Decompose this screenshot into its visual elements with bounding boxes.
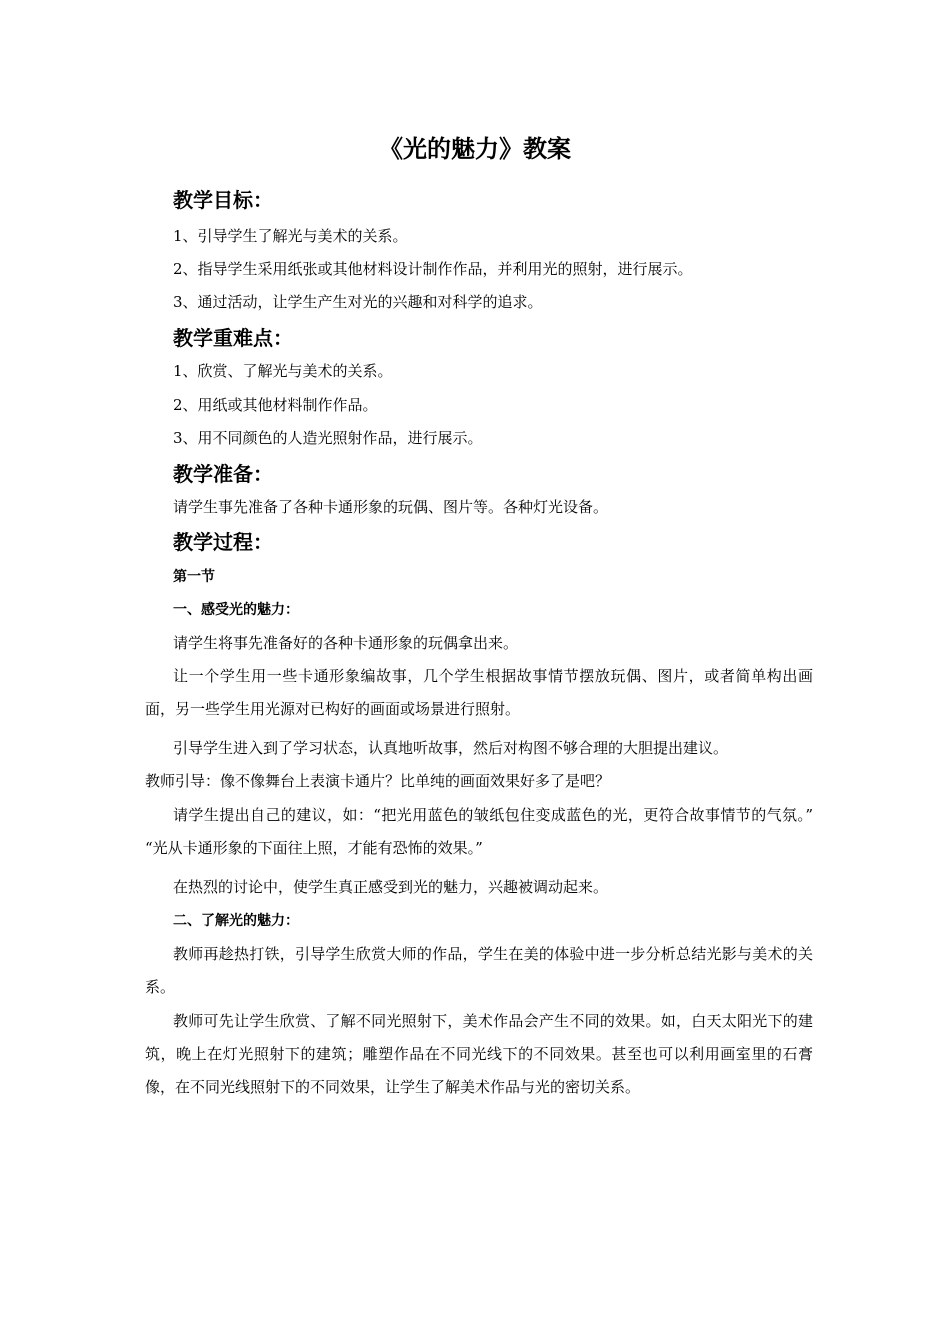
paragraph: 让一个学生用一些卡通形象编故事，几个学生根据故事情节摆放玩偶、图片，或者简单构出画面，另一些学生用光源对已构好的画面或场景进行照射。 <box>145 667 813 718</box>
preparation-text: 请学生事先准备了各种卡通形象的玩偶、图片等。各种灯光设备。 <box>173 498 609 516</box>
objective-item: 1、引导学生了解光与美术的关系。 <box>173 227 408 245</box>
key-point-item: 3、用不同颜色的人造光照射作品，进行展示。 <box>173 429 483 447</box>
paragraph: 请学生提出自己的建议，如：“把光用蓝色的皱纸包住变成蓝色的光，更符合故事情节的气氛。” “光从卡通形象的下面往上照，才能有恐怖的效果。” <box>145 806 813 857</box>
paragraph: 教师可先让学生欣赏、了解不同光照射下，美术作品会产生不同的效果。如，白天太阳光下的建筑，晚上在灯光照射下的建筑；雕塑作品在不同光线下的不同效果。甚至也可以利用画室里的石膏像，在不同光线照射下的不同效果，让学生了解美术作品与光的密切关系。 <box>145 1012 813 1096</box>
objective-item: 2、指导学生采用纸张或其他材料设计制作作品，并利用光的照射，进行展示。 <box>173 260 693 278</box>
key-points-heading: 教学重难点： <box>173 326 293 350</box>
section-label: 第一节 <box>173 569 215 585</box>
paragraph: 引导学生进入到了学习状态，认真地听故事，然后对构图不够合理的大胆提出建议。 <box>173 739 729 757</box>
document-title: 《光的魅力》教案 <box>379 135 571 163</box>
key-point-item: 1、欣赏、了解光与美术的关系。 <box>173 362 393 380</box>
objective-item: 3、通过活动，让学生产生对光的兴趣和对科学的追求。 <box>173 293 543 311</box>
key-point-item: 2、用纸或其他材料制作作品。 <box>173 396 378 414</box>
paragraph: 教师再趁热打铁，引导学生欣赏大师的作品，学生在美的体验中进一步分析总结光影与美术的关系。 <box>145 945 813 996</box>
process-heading: 教学过程： <box>173 530 273 554</box>
part1-heading: 一、感受光的魅力： <box>173 602 299 618</box>
objectives-heading: 教学目标： <box>173 188 273 212</box>
paragraph: 教师引导：像不像舞台上表演卡通片？比单纯的画面效果好多了是吧？ <box>145 772 611 790</box>
paragraph: 在热烈的讨论中，使学生真正感受到光的魅力，兴趣被调动起来。 <box>173 878 609 896</box>
part2-heading: 二、了解光的魅力： <box>173 913 299 929</box>
preparation-heading: 教学准备： <box>173 462 273 486</box>
paragraph: 请学生将事先准备好的各种卡通形象的玩偶拿出来。 <box>173 634 519 652</box>
